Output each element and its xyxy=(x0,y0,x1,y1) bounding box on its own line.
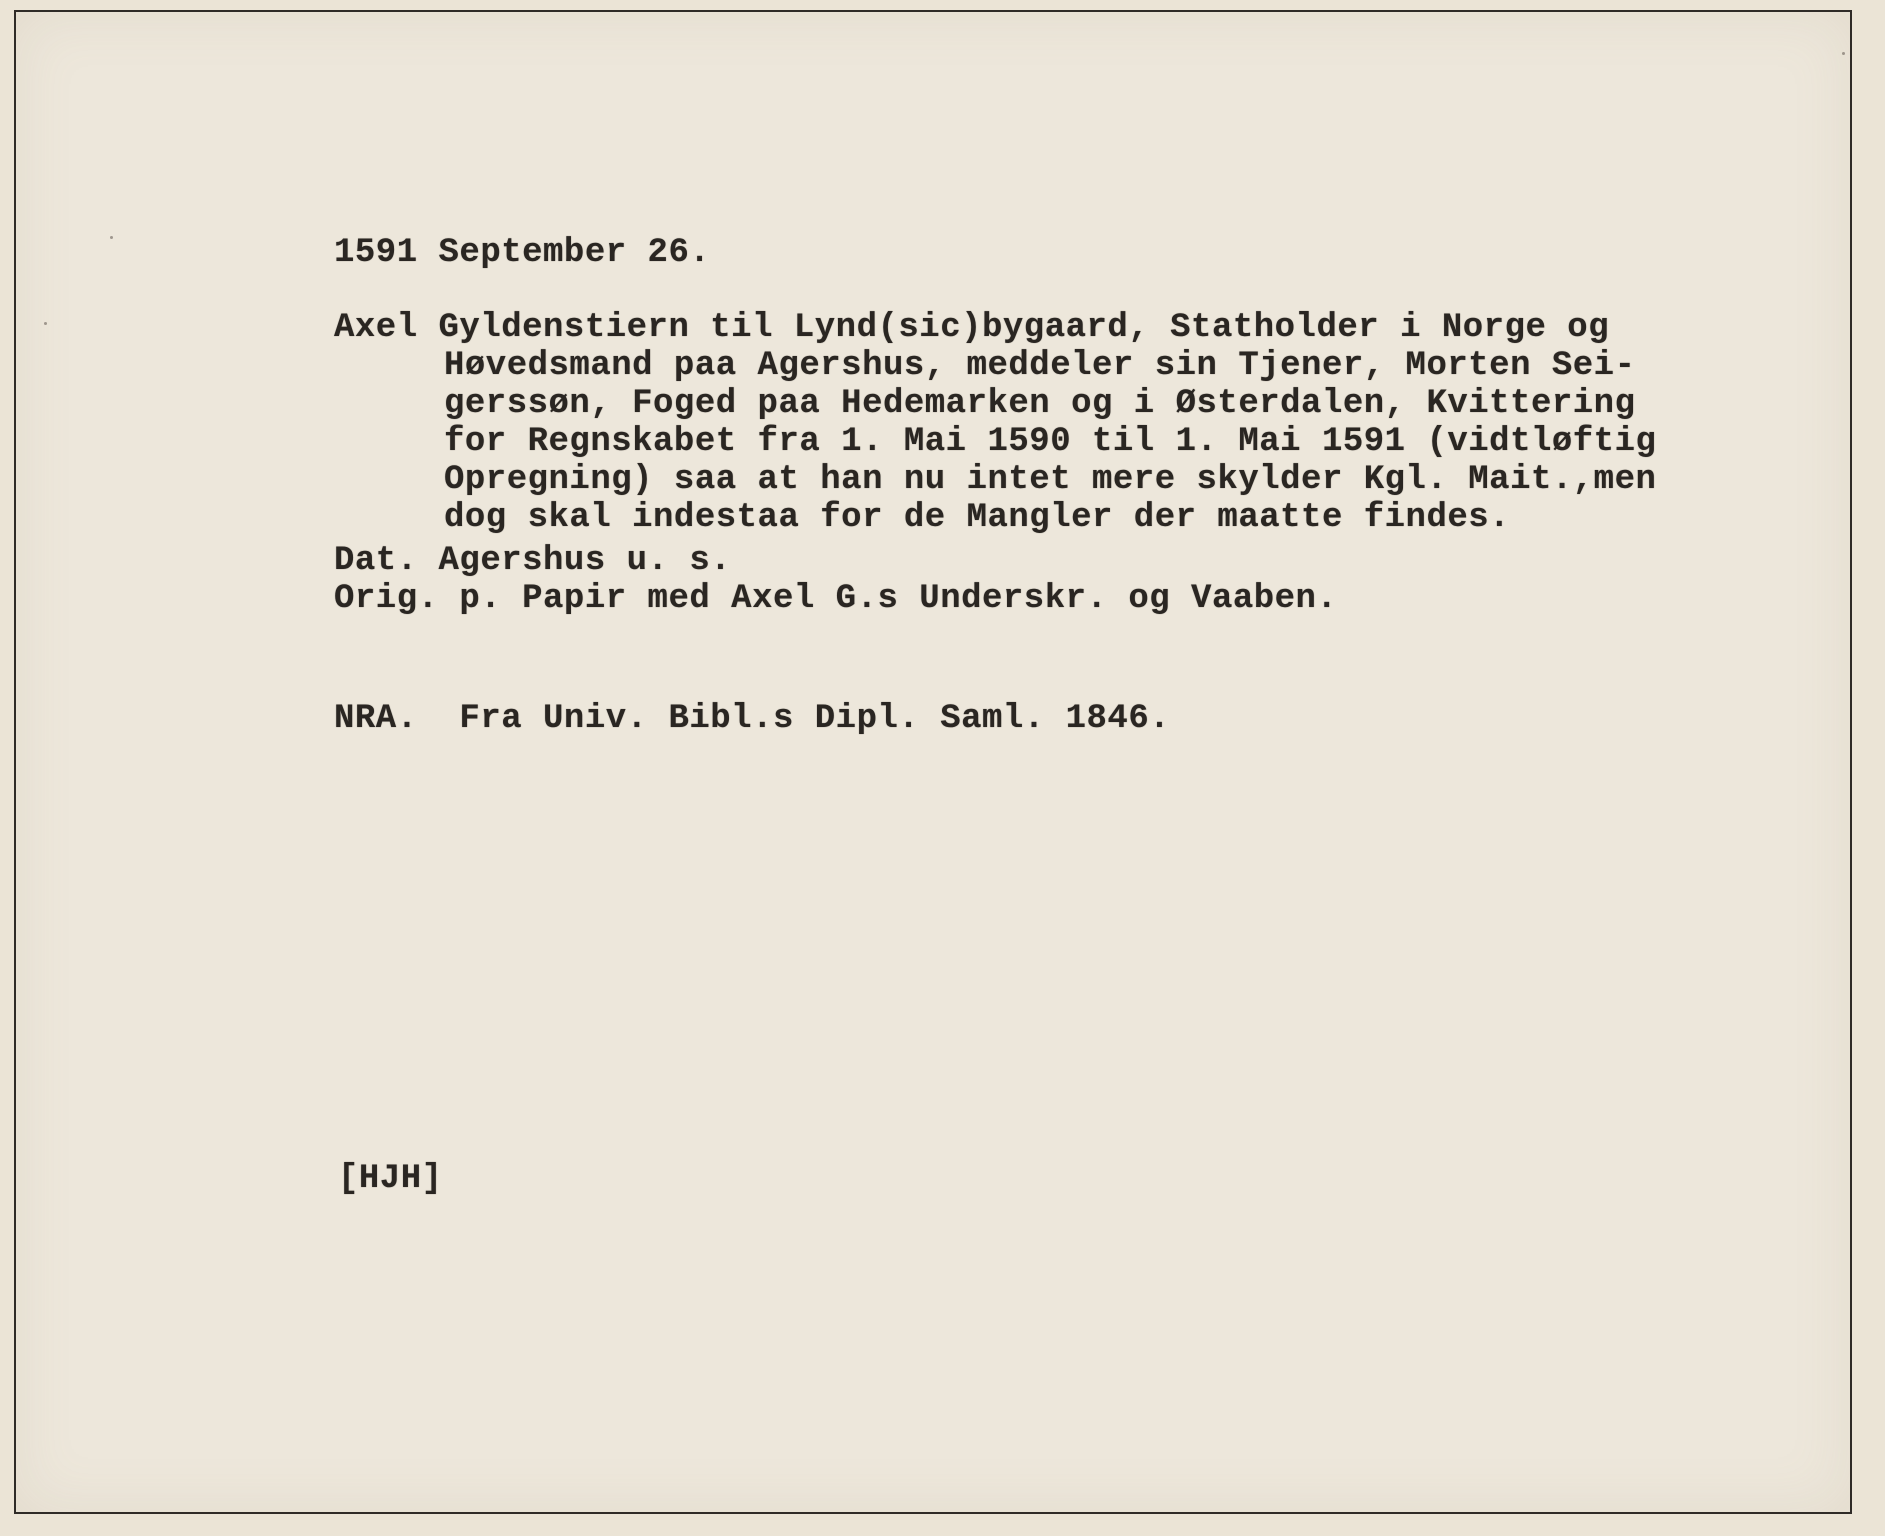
summary-line: Axel Gyldenstiern til Lynd(sic)bygaard, Statholder i Norge og xyxy=(334,309,1610,347)
summary-line: gerssøn, Foged paa Hedemarken og i Østerdalen, Kvittering xyxy=(444,385,1636,423)
archive-reference: NRA. Fra Univ. Bibl.s Dipl. Saml. 1846. xyxy=(334,700,1171,738)
initials: [HJH] xyxy=(338,1160,443,1198)
paper-speck xyxy=(44,322,47,325)
dated-line: Dat. Agershus u. s. xyxy=(334,542,732,580)
summary-line: Høvedsmand paa Agershus, meddeler sin Tjener, Morten Sei- xyxy=(444,347,1636,385)
paper-speck xyxy=(110,236,113,239)
summary-line: dog skal indestaa for de Mangler der maatte findes. xyxy=(444,499,1511,537)
paper-speck xyxy=(1842,52,1845,55)
document-card xyxy=(14,10,1852,1514)
original-line: Orig. p. Papir med Axel G.s Underskr. og Vaaben. xyxy=(334,580,1338,618)
summary-line: Opregning) saa at han nu intet mere skylder Kgl. Mait.,men xyxy=(444,461,1657,499)
summary-line: for Regnskabet fra 1. Mai 1590 til 1. Mai 1591 (vidtløftig xyxy=(444,423,1657,461)
document-date: 1591 September 26. xyxy=(334,234,711,272)
